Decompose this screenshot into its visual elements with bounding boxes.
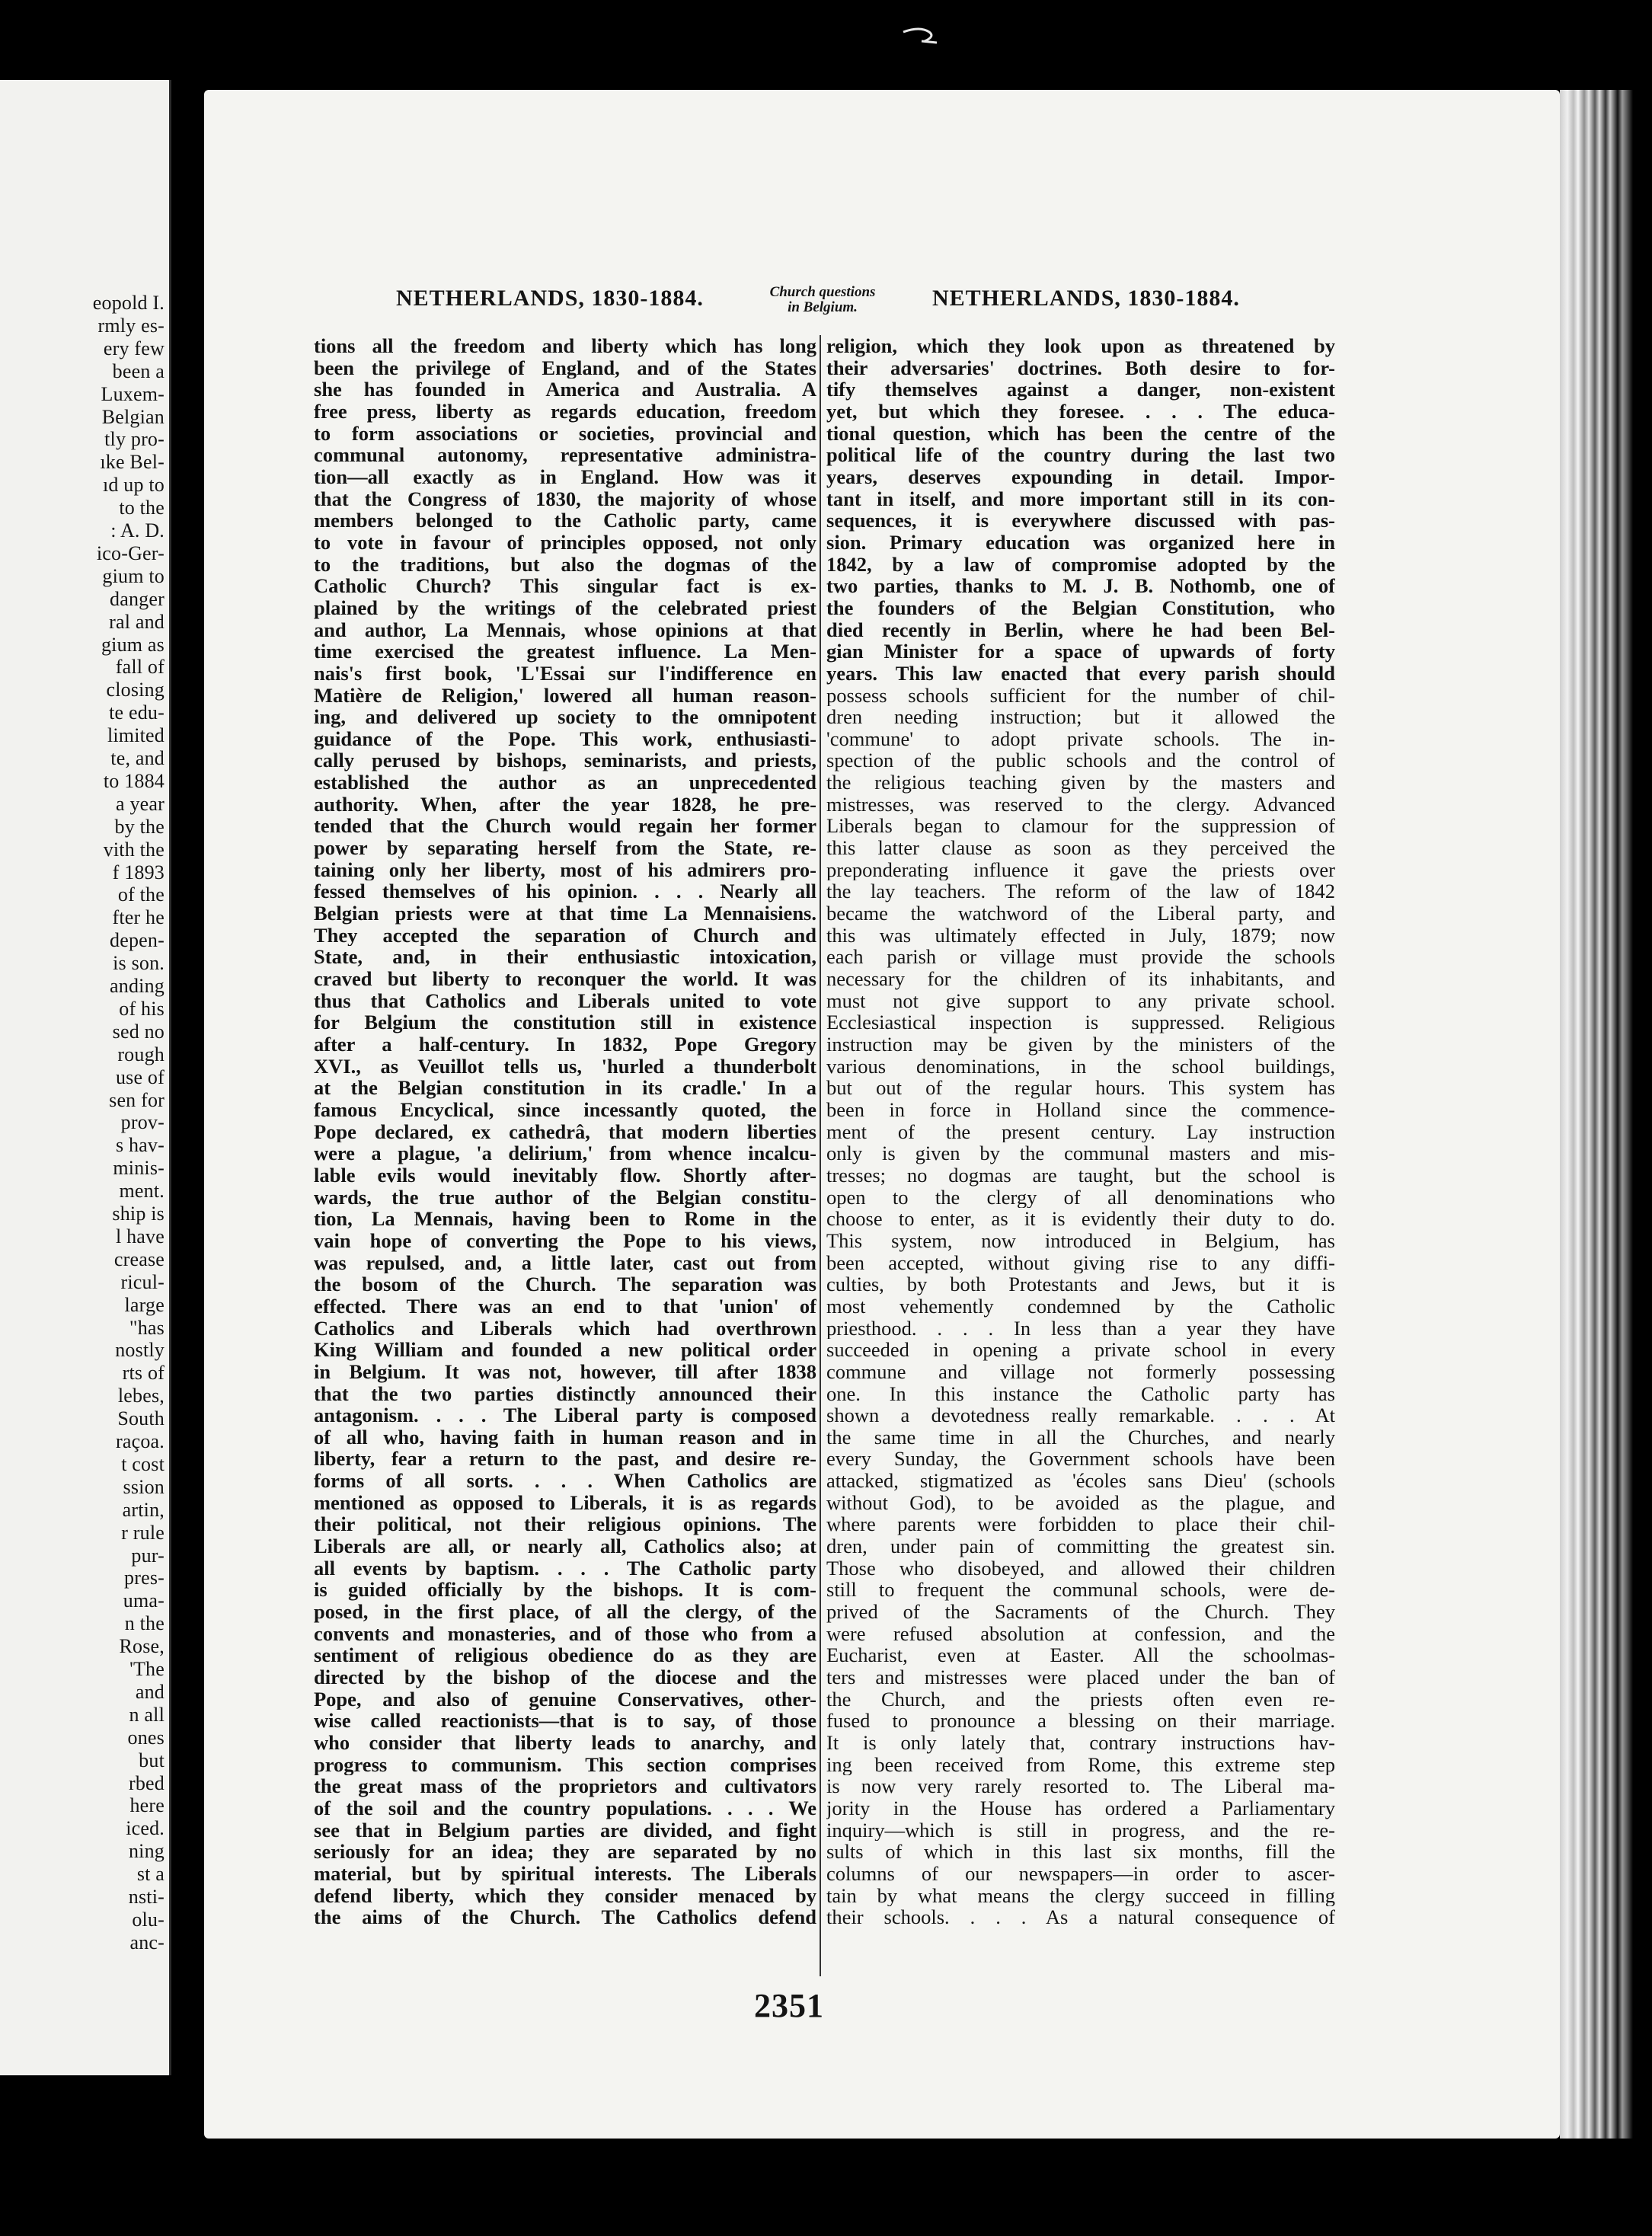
facing-page-fragment: is son. bbox=[113, 952, 165, 975]
text-line: and author, La Mennais, whose opinions at that bbox=[314, 618, 816, 641]
facing-page-fragment: ıd up to bbox=[102, 474, 165, 497]
text-line: seriously for an idea; they are separated by no bbox=[314, 1841, 816, 1863]
facing-page-fragment: of his bbox=[119, 997, 165, 1020]
text-line: to the traditions, but also the dogmas of the bbox=[314, 553, 816, 576]
text-line: religion, which they look upon as threatened by bbox=[826, 335, 1335, 357]
facing-page-fragment: ment. bbox=[119, 1180, 165, 1203]
facing-page-edge bbox=[0, 80, 171, 2075]
text-line: were a plague, 'a delirium,' from whence incalcu- bbox=[314, 1142, 816, 1164]
facing-page-fragment: rmly es- bbox=[97, 314, 165, 337]
facing-page-fragment: te, and bbox=[110, 747, 165, 769]
facing-page-fragment: l have bbox=[115, 1225, 165, 1247]
text-line: authority. When, after the year 1828, he pre- bbox=[314, 793, 816, 816]
facing-page-fragment: been a bbox=[112, 359, 165, 382]
text-line: craved but liberty to reconquer the world. It was bbox=[314, 968, 816, 990]
facing-page-fragment: ricul- bbox=[120, 1270, 165, 1293]
facing-page-fragment: gium as bbox=[101, 633, 165, 656]
text-line: sion. Primary education was organized here in bbox=[826, 531, 1335, 554]
left-text-column bbox=[314, 335, 816, 1928]
text-line: Catholics and Liberals which had overthrown bbox=[314, 1317, 816, 1340]
text-line: plained by the writings of the celebrated priest bbox=[314, 596, 816, 619]
facing-page-fragment: of the bbox=[117, 883, 165, 906]
facing-page-fragment: fall of bbox=[115, 656, 165, 679]
text-line: their schools. . . . As a natural consequence of bbox=[826, 1906, 1335, 1928]
facing-page-fragment: t cost bbox=[121, 1452, 165, 1475]
facing-page-fragment: tly pro- bbox=[104, 428, 165, 451]
text-line: fessed themselves of his opinion. . . . Nearly all bbox=[314, 880, 816, 903]
text-line: all events by baptism. . . . The Catholic party bbox=[314, 1557, 816, 1580]
text-line: They accepted the separation of Church and bbox=[314, 924, 816, 947]
facing-page-fragment: and bbox=[135, 1680, 165, 1703]
facing-page-fragment: here bbox=[129, 1794, 165, 1817]
text-line: posed, in the first place, of all the clergy, of the bbox=[314, 1601, 816, 1623]
facing-page-fragment: nsti- bbox=[128, 1886, 165, 1908]
text-line: ing been received from Rome, this extreme step bbox=[826, 1753, 1335, 1776]
text-line: dren, under pain of committing the greatest sin. bbox=[826, 1535, 1335, 1557]
text-line: the aims of the Church. The Catholics defend bbox=[314, 1906, 816, 1928]
text-line: for Belgium the constitution still in existence bbox=[314, 1011, 816, 1033]
text-line: necessary for the children of its inhabitants, and bbox=[826, 968, 1335, 990]
text-line: dren needing instruction; but it allowed the bbox=[826, 706, 1335, 728]
scan-mark-glyph bbox=[899, 26, 944, 49]
text-line: communal autonomy, representative administra- bbox=[314, 444, 816, 466]
text-line: is guided officially by the bishops. It is com- bbox=[314, 1579, 816, 1602]
facing-page-fragment: Luxem- bbox=[101, 382, 165, 405]
text-line: tain by what means the clergy succeed in filling bbox=[826, 1884, 1335, 1907]
text-line: Liberals are all, or nearly all, Catholics also; at bbox=[314, 1535, 816, 1557]
text-line: possess schools sufficient for the number of chil- bbox=[826, 684, 1335, 707]
text-line: forms of all sorts. . . . When Catholics are bbox=[314, 1470, 816, 1492]
facing-page-fragment: limited bbox=[107, 724, 165, 747]
text-line: lable evils would inevitably flow. Shortly after- bbox=[314, 1164, 816, 1187]
text-line: she has founded in America and Australia. A bbox=[314, 379, 816, 401]
facing-page-fragment: eopold I. bbox=[92, 292, 165, 314]
text-line: of the soil and the country populations. . . . We bbox=[314, 1797, 816, 1819]
text-line: the bosom of the Church. The separation was bbox=[314, 1273, 816, 1295]
right-text-column bbox=[826, 335, 1335, 1928]
text-line: succeeded in opening a private school in every bbox=[826, 1339, 1335, 1361]
text-line: to form associations or societies, provincial and bbox=[314, 422, 816, 445]
facing-page-fragment: pur- bbox=[131, 1544, 165, 1567]
text-line: progress to communism. This section comprises bbox=[314, 1753, 816, 1776]
text-line: political life of the country during the last two bbox=[826, 444, 1335, 466]
running-header-left: NETHERLANDS, 1830-1884. bbox=[396, 286, 704, 311]
text-line: 1842, by a law of compromise adopted by the bbox=[826, 553, 1335, 576]
text-line: in Belgium. It was not, however, till after 1838 bbox=[314, 1360, 816, 1383]
facing-page-fragment: by the bbox=[114, 815, 165, 838]
running-header-right: NETHERLANDS, 1830-1884. bbox=[932, 286, 1240, 311]
facing-page-fragment: danger bbox=[110, 587, 165, 610]
text-line: is now very rarely resorted to. The Liberal ma- bbox=[826, 1775, 1335, 1797]
text-line: mentioned as opposed to Liberals, it is as regards bbox=[314, 1491, 816, 1514]
facing-page-fragment: ssion bbox=[123, 1475, 165, 1498]
facing-page-fragment: to 1884 bbox=[103, 769, 165, 792]
facing-page-fragment: depen- bbox=[110, 929, 165, 952]
text-line: This system, now introduced in Belgium, has bbox=[826, 1229, 1335, 1252]
text-line: who consider that liberty leads to anarchy, and bbox=[314, 1732, 816, 1754]
text-line: culties, by both Protestants and Jews, but it is bbox=[826, 1273, 1335, 1295]
text-line: sequences, it is everywhere discussed with pas- bbox=[826, 509, 1335, 532]
text-line: convents and monasteries, and of those who from a bbox=[314, 1622, 816, 1645]
facing-page-fragment: anding bbox=[110, 975, 165, 997]
text-line: open to the clergy of all denominations who bbox=[826, 1186, 1335, 1209]
facing-page-fragment: nostly bbox=[115, 1339, 165, 1362]
text-line: material, but by spiritual interests. The Liberals bbox=[314, 1862, 816, 1885]
facing-page-fragment: closing bbox=[106, 679, 165, 701]
text-line: Liberals began to clamour for the suppression of bbox=[826, 815, 1335, 838]
text-line: fused to pronounce a blessing on their marriage. bbox=[826, 1710, 1335, 1732]
text-line: tion—all exactly as in England. How was it bbox=[314, 465, 816, 488]
facing-page-fragment: s hav- bbox=[115, 1134, 165, 1157]
text-line: State, and, in their enthusiastic intoxication, bbox=[314, 946, 816, 969]
facing-page-fragment: a year bbox=[116, 792, 165, 815]
text-line: instruction may be given by the ministers of the bbox=[826, 1033, 1335, 1056]
text-line: 'commune' to adopt private schools. The in- bbox=[826, 727, 1335, 750]
text-line: ing, and delivered up society to the omnipotent bbox=[314, 706, 816, 728]
text-line: Belgian priests were at that time La Mennaisiens. bbox=[314, 902, 816, 925]
text-line: sults of which in this last six months, fill the bbox=[826, 1841, 1335, 1863]
facing-page-fragment: ship is bbox=[112, 1203, 165, 1225]
facing-page-fragment: rts of bbox=[122, 1362, 165, 1385]
facing-page-fragment: lebes, bbox=[117, 1385, 165, 1407]
text-line: effected. There was an end to that 'union' of bbox=[314, 1295, 816, 1318]
text-line: wise called reactionists—that is to say, of those bbox=[314, 1710, 816, 1732]
facing-page-fragment: but bbox=[139, 1749, 165, 1771]
text-line: wards, the true author of the Belgian constitu- bbox=[314, 1186, 816, 1209]
text-line: Ecclesiastical inspection is suppressed. Religious bbox=[826, 1011, 1335, 1033]
text-line: King William and founded a new political order bbox=[314, 1339, 816, 1361]
text-line: been in force in Holland since the commence- bbox=[826, 1098, 1335, 1121]
facing-page-fragment: vith the bbox=[103, 838, 165, 861]
text-line: mistresses, was reserved to the clergy. Advanced bbox=[826, 793, 1335, 816]
facing-page-fragment: ral and bbox=[109, 610, 165, 633]
facing-page-fragment: use of bbox=[115, 1065, 165, 1088]
text-line: time exercised the greatest influence. La Men- bbox=[314, 640, 816, 663]
text-line: the Church, and the priests often even re- bbox=[826, 1688, 1335, 1711]
text-line: members belonged to the Catholic party, came bbox=[314, 509, 816, 532]
text-line: XVI., as Veuillot tells us, 'hurled a thunderbolt bbox=[314, 1055, 816, 1078]
text-line: became the watchword of the Liberal party, and bbox=[826, 902, 1335, 925]
text-line: various denominations, in the school buildings, bbox=[826, 1055, 1335, 1078]
facing-page-fragment: minis- bbox=[113, 1157, 165, 1180]
text-line: gian Minister for a space of upwards of forty bbox=[826, 640, 1335, 663]
text-line: where parents were forbidden to place their chil- bbox=[826, 1513, 1335, 1536]
header-topic-line2: in Belgium. bbox=[788, 299, 858, 315]
text-line: of all who, having faith in human reason and in bbox=[314, 1426, 816, 1449]
text-line: died recently in Berlin, where he had been Bel- bbox=[826, 618, 1335, 641]
text-line: ment of the present century. Lay instruction bbox=[826, 1120, 1335, 1143]
text-line: Pope, and also of genuine Conservatives, other- bbox=[314, 1688, 816, 1711]
text-line: established the author as an unprecedented bbox=[314, 771, 816, 794]
text-line: this was ultimately effected in July, 1879; now bbox=[826, 924, 1335, 947]
text-line: guidance of the Pope. This work, enthusiasti- bbox=[314, 727, 816, 750]
page-number: 2351 bbox=[754, 1987, 824, 2024]
text-line: tion, La Mennais, having been to Rome in the bbox=[314, 1208, 816, 1230]
text-line: columns of our newspapers—in order to ascer- bbox=[826, 1862, 1335, 1885]
text-line: famous Encyclical, since incessantly quoted, the bbox=[314, 1098, 816, 1121]
text-line: choose to enter, as it is evidently their duty to do. bbox=[826, 1208, 1335, 1230]
text-line: the great mass of the proprietors and cultivators bbox=[314, 1775, 816, 1797]
text-line: defend liberty, which they consider menaced by bbox=[314, 1884, 816, 1907]
facing-page-fragment: to the bbox=[119, 497, 165, 519]
text-line: preponderating influence it gave the priests over bbox=[826, 858, 1335, 881]
facing-page-fragment: n all bbox=[129, 1703, 165, 1726]
text-line: attacked, stigmatized as 'écoles sans Dieu' (schools bbox=[826, 1470, 1335, 1492]
text-line: spection of the public schools and the control of bbox=[826, 749, 1335, 772]
book-spine-edge bbox=[1560, 90, 1652, 2139]
header-topic-line1: Church questions bbox=[769, 284, 876, 300]
facing-page-fragment: "has bbox=[129, 1316, 165, 1339]
text-line: tresses; no dogmas are taught, but the school is bbox=[826, 1164, 1335, 1187]
text-line: were refused absolution at confession, and the bbox=[826, 1622, 1335, 1645]
facing-page-fragment: anc- bbox=[129, 1931, 165, 1953]
text-line: the founders of the Belgian Constitution, who bbox=[826, 596, 1335, 619]
text-line: tify themselves against a danger, non-existent bbox=[826, 379, 1335, 401]
facing-page-fragment: : A. D. bbox=[110, 519, 165, 541]
text-line: at the Belgian constitution in its cradle.' In a bbox=[314, 1077, 816, 1099]
text-line: two parties, thanks to M. J. B. Nothomb, one of bbox=[826, 575, 1335, 597]
facing-page-fragment: 'The bbox=[129, 1658, 165, 1680]
text-line: directed by the bishop of the diocese and the bbox=[314, 1666, 816, 1688]
facing-page-fragment: uma- bbox=[123, 1589, 165, 1612]
facing-page-fragment: fter he bbox=[112, 906, 165, 929]
text-line: free press, liberty as regards education, freedom bbox=[314, 400, 816, 423]
text-line: this latter clause as soon as they perceived the bbox=[826, 837, 1335, 859]
text-line: tional question, which has been the centre of the bbox=[826, 422, 1335, 445]
text-line: cally perused by bishops, seminarists, and priests, bbox=[314, 749, 816, 772]
facing-page-fragment: pres- bbox=[124, 1567, 165, 1589]
text-line: was repulsed, and, a little later, cast out from bbox=[314, 1251, 816, 1274]
text-line: that the Congress of 1830, the majority of whose bbox=[314, 487, 816, 510]
text-line: ters and mistresses were placed under the ban of bbox=[826, 1666, 1335, 1688]
facing-page-fragment: ıke Bel- bbox=[100, 451, 165, 474]
text-line: priesthood. . . . In less than a year they have bbox=[826, 1317, 1335, 1340]
text-line: their adversaries' doctrines. Both desire to for- bbox=[826, 356, 1335, 379]
text-line: Catholic Church? This singular fact is ex- bbox=[314, 575, 816, 597]
column-divider bbox=[820, 335, 821, 1976]
running-header-topic bbox=[746, 285, 899, 315]
text-line: years, deserves expounding in detail. Impor- bbox=[826, 465, 1335, 488]
text-line: the same time in all the Churches, and nearly bbox=[826, 1426, 1335, 1449]
text-line: commune and village not formerly possessing bbox=[826, 1360, 1335, 1383]
text-line: thus that Catholics and Liberals united to vote bbox=[314, 989, 816, 1012]
facing-page-fragment: Rose, bbox=[119, 1635, 165, 1658]
facing-page-fragment: r rule bbox=[121, 1521, 165, 1544]
facing-page-fragment: te edu- bbox=[109, 701, 165, 724]
text-line: still to frequent the communal schools, were de- bbox=[826, 1579, 1335, 1602]
text-line: jority in the House has ordered a Parliamentary bbox=[826, 1797, 1335, 1819]
text-line: only is given by the communal masters and mis- bbox=[826, 1142, 1335, 1164]
text-line: It is only lately that, contrary instructions hav- bbox=[826, 1732, 1335, 1754]
facing-page-fragment: rbed bbox=[129, 1771, 165, 1794]
text-line: tions all the freedom and liberty which has long bbox=[314, 335, 816, 357]
text-line: power by separating herself from the State, re- bbox=[314, 837, 816, 859]
text-line: been accepted, without giving rise to any diffi- bbox=[826, 1251, 1335, 1274]
facing-page-fragment: ning bbox=[128, 1840, 165, 1863]
text-line: vain hope of converting the Pope to his views, bbox=[314, 1229, 816, 1252]
text-line: antagonism. . . . The Liberal party is composed bbox=[314, 1404, 816, 1426]
text-line: the religious teaching given by the masters and bbox=[826, 771, 1335, 794]
text-line: that the two parties distinctly announced their bbox=[314, 1382, 816, 1405]
text-line: been the privilege of England, and of the States bbox=[314, 356, 816, 379]
text-line: nais's first book, 'L'Essai sur l'indifference en bbox=[314, 662, 816, 685]
facing-page-fragment: crease bbox=[113, 1247, 165, 1270]
text-line: see that in Belgium parties are divided, and fight bbox=[314, 1819, 816, 1842]
text-line: Pope declared, ex cathedrâ, that modern liberties bbox=[314, 1120, 816, 1143]
text-line: sentiment of religious obedience do as they are bbox=[314, 1644, 816, 1667]
facing-page-fragment: ones bbox=[127, 1726, 165, 1749]
text-line: without God), to be avoided as the plague, and bbox=[826, 1491, 1335, 1514]
text-line: must not give support to any private school. bbox=[826, 989, 1335, 1012]
facing-page-fragment: olu- bbox=[132, 1908, 165, 1931]
facing-page-fragment: n the bbox=[124, 1612, 165, 1635]
text-line: after a half-century. In 1832, Pope Gregory bbox=[314, 1033, 816, 1056]
text-line: the lay teachers. The reform of the law of 1842 bbox=[826, 880, 1335, 903]
facing-page-fragment: prov- bbox=[120, 1111, 165, 1134]
text-line: one. In this instance the Catholic party has bbox=[826, 1382, 1335, 1405]
facing-page-fragment: gium to bbox=[102, 564, 165, 587]
text-line: prived of the Sacraments of the Church. They bbox=[826, 1601, 1335, 1623]
text-line: their political, not their religious opinions. The bbox=[314, 1513, 816, 1536]
text-line: yet, but which they foresee. . . . The educa- bbox=[826, 400, 1335, 423]
text-line: but out of the regular hours. This system has bbox=[826, 1077, 1335, 1099]
facing-page-fragment: rough bbox=[117, 1043, 165, 1065]
text-line: inquiry—which is still in progress, and the re- bbox=[826, 1819, 1335, 1842]
text-line: tant in itself, and more important still in its con- bbox=[826, 487, 1335, 510]
facing-page-fragment: f 1893 bbox=[112, 861, 165, 883]
text-line: to vote in favour of principles opposed, not only bbox=[314, 531, 816, 554]
facing-page-fragment: iced. bbox=[126, 1817, 165, 1840]
text-line: shown a devotedness really remarkable. . . . At bbox=[826, 1404, 1335, 1426]
facing-page-fragment: ery few bbox=[103, 337, 165, 359]
text-line: most vehemently condemned by the Catholic bbox=[826, 1295, 1335, 1318]
facing-page-fragment: Belgian bbox=[101, 405, 165, 428]
text-line: Matière de Religion,' lowered all human reason- bbox=[314, 684, 816, 707]
text-line: years. This law enacted that every parish should bbox=[826, 662, 1335, 685]
text-line: liberty, fear a return to the past, and desire re- bbox=[314, 1448, 816, 1471]
facing-page-fragment: artin, bbox=[122, 1498, 165, 1521]
facing-page-fragment: sen for bbox=[109, 1088, 165, 1111]
text-line: taining only her liberty, most of his admirers pro- bbox=[314, 858, 816, 881]
text-line: every Sunday, the Government schools have been bbox=[826, 1448, 1335, 1471]
facing-page-fragment: South bbox=[117, 1407, 165, 1430]
facing-page-fragment: large bbox=[124, 1293, 165, 1316]
facing-page-fragment: st a bbox=[136, 1863, 165, 1886]
text-line: tended that the Church would regain her former bbox=[314, 815, 816, 838]
facing-page-fragment: raçoa. bbox=[116, 1430, 165, 1452]
facing-page-fragment: sed no bbox=[112, 1020, 165, 1043]
text-line: Eucharist, even at Easter. All the schoolmas- bbox=[826, 1644, 1335, 1667]
text-line: Those who disobeyed, and allowed their children bbox=[826, 1557, 1335, 1580]
text-line: each parish or village must provide the schools bbox=[826, 946, 1335, 969]
facing-page-fragment: ico-Ger- bbox=[96, 541, 165, 564]
